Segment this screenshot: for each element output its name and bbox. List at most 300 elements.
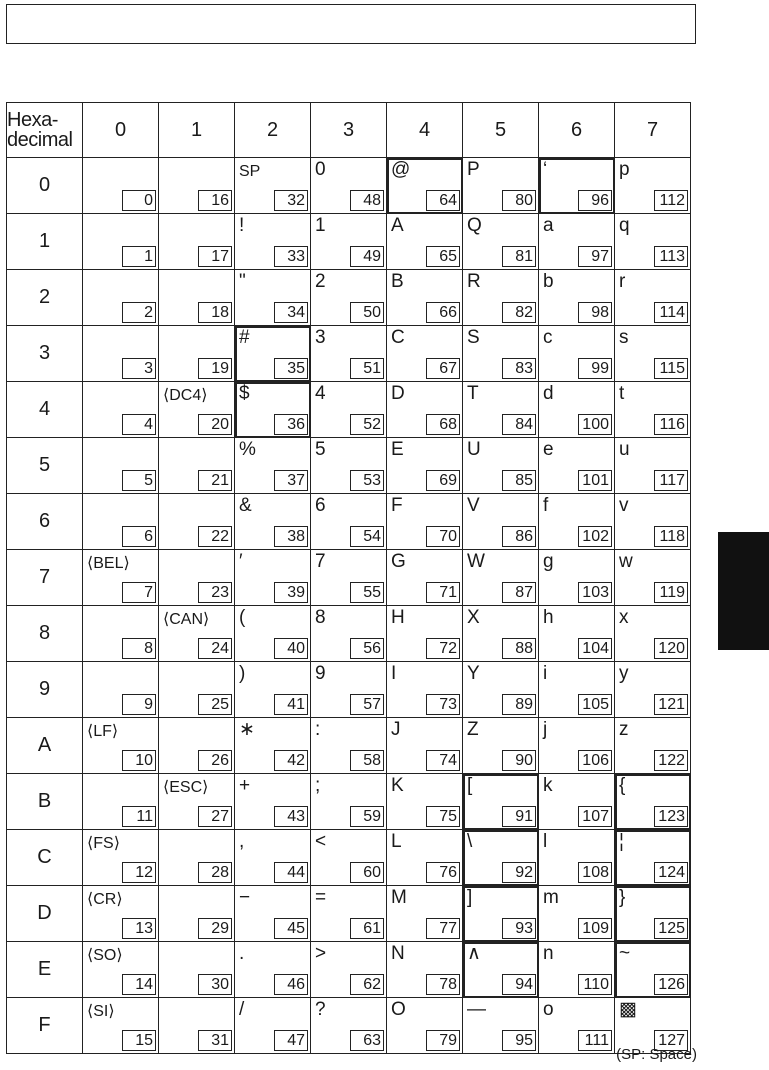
code-cell (235, 998, 311, 1054)
cell-decimal-code: 40 (274, 638, 308, 659)
code-cell (539, 550, 615, 606)
cell-decimal-code: 126 (654, 974, 688, 995)
code-cell (311, 494, 387, 550)
cell-character: E (391, 439, 404, 460)
cell-character: \ (467, 831, 473, 852)
code-cell (387, 438, 463, 494)
cell-character: 8 (315, 607, 326, 628)
code-cell (539, 886, 615, 942)
cell-decimal-code: 71 (426, 582, 460, 603)
code-cell (387, 774, 463, 830)
cell-decimal-code: 35 (274, 358, 308, 379)
cell-character: / (239, 999, 245, 1020)
code-cell (83, 270, 159, 326)
cell-decimal-code: 67 (426, 358, 460, 379)
cell-character: F (391, 495, 403, 516)
cell-decimal-code: 95 (502, 1030, 536, 1051)
code-cell (159, 550, 235, 606)
row-header: A (7, 718, 83, 774)
cell-decimal-code: 18 (198, 302, 232, 323)
cell-decimal-code: 102 (578, 526, 612, 547)
code-cell (235, 830, 311, 886)
cell-character: P (467, 159, 480, 180)
code-cell (615, 270, 691, 326)
cell-character: 1 (315, 215, 326, 236)
code-cell (615, 942, 691, 998)
cell-character: ⟨CR⟩ (87, 891, 123, 908)
cell-decimal-code: 34 (274, 302, 308, 323)
code-cell (159, 886, 235, 942)
cell-decimal-code: 62 (350, 974, 384, 995)
header-box (6, 4, 696, 44)
column-header-row (7, 103, 691, 158)
cell-character: O (391, 999, 406, 1020)
code-cell (311, 830, 387, 886)
code-cell (235, 438, 311, 494)
code-cell (539, 158, 615, 214)
cell-character: $ (239, 383, 250, 404)
cell-character: ? (315, 999, 326, 1020)
code-cell (539, 270, 615, 326)
code-cell (83, 830, 159, 886)
footnote: (SP: Space) (616, 1046, 697, 1063)
cell-decimal-code: 24 (198, 638, 232, 659)
cell-decimal-code: 3 (122, 358, 156, 379)
cell-character: — (467, 999, 486, 1020)
cell-decimal-code: 77 (426, 918, 460, 939)
row-header: F (7, 998, 83, 1054)
cell-character: ⟨SI⟩ (87, 1003, 115, 1020)
cell-decimal-code: 65 (426, 246, 460, 267)
cell-character: 4 (315, 383, 326, 404)
code-cell (235, 718, 311, 774)
cell-character: H (391, 607, 405, 628)
code-cell (311, 158, 387, 214)
table-row (7, 214, 691, 270)
code-cell (159, 830, 235, 886)
code-cell (83, 998, 159, 1054)
code-cell (311, 270, 387, 326)
cell-decimal-code: 43 (274, 806, 308, 827)
cell-character: + (239, 775, 251, 796)
code-cell (539, 326, 615, 382)
cell-character: m (543, 887, 559, 908)
code-cell (463, 550, 539, 606)
table-row (7, 326, 691, 382)
code-cell (235, 270, 311, 326)
cell-decimal-code: 28 (198, 862, 232, 883)
row-header: 1 (7, 214, 83, 270)
cell-character: D (391, 383, 405, 404)
code-cell (83, 886, 159, 942)
column-header: 4 (387, 103, 463, 158)
code-cell (159, 382, 235, 438)
code-cell (463, 830, 539, 886)
table-row (7, 886, 691, 942)
cell-character: K (391, 775, 404, 796)
cell-decimal-code: 113 (654, 246, 688, 267)
cell-decimal-code: 110 (578, 974, 612, 995)
cell-decimal-code: 66 (426, 302, 460, 323)
cell-character: U (467, 439, 481, 460)
code-cell (159, 438, 235, 494)
cell-decimal-code: 115 (654, 358, 688, 379)
cell-character: ( (239, 607, 246, 628)
code-cell (83, 942, 159, 998)
code-cell (387, 158, 463, 214)
code-cell (615, 662, 691, 718)
code-cell (539, 494, 615, 550)
code-cell (159, 662, 235, 718)
cell-character: t (619, 383, 625, 404)
cell-decimal-code: 124 (654, 862, 688, 883)
cell-character: { (619, 775, 626, 796)
cell-character: l (543, 831, 548, 852)
cell-character: 0 (315, 159, 326, 180)
cell-decimal-code: 93 (502, 918, 536, 939)
cell-character: < (315, 831, 327, 852)
cell-character: b (543, 271, 554, 292)
cell-decimal-code: 46 (274, 974, 308, 995)
cell-character: ⟨FS⟩ (87, 835, 120, 852)
code-cell (615, 494, 691, 550)
cell-decimal-code: 116 (654, 414, 688, 435)
code-cell (235, 550, 311, 606)
cell-decimal-code: 75 (426, 806, 460, 827)
column-header: 7 (615, 103, 691, 158)
code-cell (539, 382, 615, 438)
code-cell (539, 774, 615, 830)
row-header: 6 (7, 494, 83, 550)
table-row (7, 830, 691, 886)
cell-decimal-code: 56 (350, 638, 384, 659)
cell-decimal-code: 55 (350, 582, 384, 603)
code-cell (463, 438, 539, 494)
cell-decimal-code: 21 (198, 470, 232, 491)
cell-decimal-code: 64 (426, 190, 460, 211)
cell-decimal-code: 2 (122, 302, 156, 323)
code-cell (615, 158, 691, 214)
cell-decimal-code: 8 (122, 638, 156, 659)
corner-line-1: Hexa- (7, 109, 58, 131)
cell-character: v (619, 495, 629, 516)
cell-character: ⟨SO⟩ (87, 947, 123, 964)
cell-decimal-code: 118 (654, 526, 688, 547)
table-row (7, 550, 691, 606)
cell-decimal-code: 42 (274, 750, 308, 771)
cell-character: − (239, 887, 251, 908)
cell-character: > (315, 943, 327, 964)
cell-character: B (391, 271, 404, 292)
cell-character: " (239, 271, 246, 292)
row-header: 0 (7, 158, 83, 214)
code-cell (159, 326, 235, 382)
cell-character: , (239, 831, 245, 852)
cell-decimal-code: 47 (274, 1030, 308, 1051)
cell-character: s (619, 327, 629, 348)
cell-character: q (619, 215, 630, 236)
cell-decimal-code: 4 (122, 414, 156, 435)
cell-decimal-code: 0 (122, 190, 156, 211)
code-cell (235, 942, 311, 998)
cell-decimal-code: 27 (198, 806, 232, 827)
row-header: 3 (7, 326, 83, 382)
code-cell (387, 942, 463, 998)
code-cell (463, 214, 539, 270)
code-cell (311, 942, 387, 998)
cell-decimal-code: 96 (578, 190, 612, 211)
cell-decimal-code: 91 (502, 806, 536, 827)
cell-character: Z (467, 719, 479, 740)
cell-decimal-code: 117 (654, 470, 688, 491)
cell-character: SP (239, 163, 261, 180)
code-cell (539, 942, 615, 998)
cell-decimal-code: 32 (274, 190, 308, 211)
code-cell (615, 382, 691, 438)
code-cell (539, 214, 615, 270)
cell-decimal-code: 112 (654, 190, 688, 211)
code-cell (235, 326, 311, 382)
cell-character: ⟨ESC⟩ (163, 779, 209, 796)
cell-decimal-code: 39 (274, 582, 308, 603)
cell-character: ~ (619, 943, 631, 964)
cell-decimal-code: 51 (350, 358, 384, 379)
cell-decimal-code: 30 (198, 974, 232, 995)
code-cell (463, 886, 539, 942)
cell-decimal-code: 12 (122, 862, 156, 883)
cell-character: ▩ (619, 999, 637, 1020)
code-cell (235, 774, 311, 830)
cell-decimal-code: 15 (122, 1030, 156, 1051)
code-cell (387, 214, 463, 270)
code-cell (83, 382, 159, 438)
cell-character: x (619, 607, 629, 628)
code-cell (311, 214, 387, 270)
table-row (7, 942, 691, 998)
cell-decimal-code: 111 (578, 1030, 612, 1051)
code-cell (615, 326, 691, 382)
cell-character: f (543, 495, 549, 516)
row-header: C (7, 830, 83, 886)
cell-decimal-code: 58 (350, 750, 384, 771)
cell-decimal-code: 25 (198, 694, 232, 715)
cell-character: 9 (315, 663, 326, 684)
row-header: 5 (7, 438, 83, 494)
code-cell (539, 662, 615, 718)
code-cell (615, 550, 691, 606)
cell-character: S (467, 327, 480, 348)
cell-decimal-code: 29 (198, 918, 232, 939)
cell-decimal-code: 37 (274, 470, 308, 491)
cell-character: ‘ (543, 159, 548, 180)
column-header: 0 (83, 103, 159, 158)
code-cell (387, 606, 463, 662)
cell-decimal-code: 125 (654, 918, 688, 939)
cell-decimal-code: 31 (198, 1030, 232, 1051)
cell-character: 3 (315, 327, 326, 348)
cell-decimal-code: 88 (502, 638, 536, 659)
cell-character: 5 (315, 439, 326, 460)
cell-decimal-code: 41 (274, 694, 308, 715)
cell-character: X (467, 607, 480, 628)
column-header: 1 (159, 103, 235, 158)
cell-decimal-code: 33 (274, 246, 308, 267)
cell-decimal-code: 38 (274, 526, 308, 547)
code-cell (311, 438, 387, 494)
cell-decimal-code: 54 (350, 526, 384, 547)
cell-character: ; (315, 775, 321, 796)
table-row (7, 718, 691, 774)
code-cell (615, 606, 691, 662)
cell-character: p (619, 159, 630, 180)
code-cell (463, 718, 539, 774)
cell-decimal-code: 109 (578, 918, 612, 939)
cell-decimal-code: 57 (350, 694, 384, 715)
code-cell (83, 606, 159, 662)
table-row (7, 382, 691, 438)
cell-decimal-code: 10 (122, 750, 156, 771)
cell-decimal-code: 121 (654, 694, 688, 715)
cell-character: } (619, 887, 626, 908)
cell-character: # (239, 327, 250, 348)
cell-character: 6 (315, 495, 326, 516)
side-tab-marker (718, 532, 769, 650)
code-cell (463, 270, 539, 326)
cell-character: j (543, 719, 548, 740)
cell-decimal-code: 1 (122, 246, 156, 267)
code-cell (387, 830, 463, 886)
cell-character: ∧ (467, 943, 481, 964)
cell-character: C (391, 327, 405, 348)
cell-character: [ (467, 775, 473, 796)
code-cell (615, 438, 691, 494)
table-row (7, 662, 691, 718)
cell-decimal-code: 53 (350, 470, 384, 491)
cell-character: e (543, 439, 554, 460)
cell-decimal-code: 98 (578, 302, 612, 323)
code-cell (615, 774, 691, 830)
cell-character: T (467, 383, 479, 404)
cell-decimal-code: 108 (578, 862, 612, 883)
code-cell (387, 494, 463, 550)
row-header: 7 (7, 550, 83, 606)
cell-decimal-code: 107 (578, 806, 612, 827)
cell-character: u (619, 439, 630, 460)
cell-character: M (391, 887, 407, 908)
code-cell (159, 270, 235, 326)
table-row (7, 158, 691, 214)
table-row (7, 438, 691, 494)
code-cell (83, 326, 159, 382)
code-cell (387, 382, 463, 438)
code-cell (387, 998, 463, 1054)
code-cell (311, 774, 387, 830)
code-cell (83, 158, 159, 214)
cell-decimal-code: 72 (426, 638, 460, 659)
cell-decimal-code: 97 (578, 246, 612, 267)
table-row (7, 494, 691, 550)
cell-character: c (543, 327, 553, 348)
hexadecimal-corner-label (7, 103, 83, 158)
code-cell (83, 494, 159, 550)
cell-decimal-code: 49 (350, 246, 384, 267)
cell-character: R (467, 271, 481, 292)
cell-character: ⟨LF⟩ (87, 723, 119, 740)
cell-character: k (543, 775, 553, 796)
cell-decimal-code: 86 (502, 526, 536, 547)
cell-decimal-code: 68 (426, 414, 460, 435)
cell-decimal-code: 79 (426, 1030, 460, 1051)
cell-decimal-code: 5 (122, 470, 156, 491)
code-cell (615, 830, 691, 886)
code-cell (235, 886, 311, 942)
row-header: 2 (7, 270, 83, 326)
code-cell (463, 494, 539, 550)
cell-character: 2 (315, 271, 326, 292)
cell-character: w (619, 551, 633, 572)
cell-decimal-code: 23 (198, 582, 232, 603)
code-cell (539, 606, 615, 662)
code-cell (463, 158, 539, 214)
cell-character: Q (467, 215, 482, 236)
cell-character: Y (467, 663, 480, 684)
code-cell (311, 886, 387, 942)
cell-decimal-code: 83 (502, 358, 536, 379)
cell-decimal-code: 114 (654, 302, 688, 323)
cell-character: z (619, 719, 629, 740)
cell-decimal-code: 73 (426, 694, 460, 715)
cell-decimal-code: 101 (578, 470, 612, 491)
code-cell (463, 774, 539, 830)
code-cell (235, 494, 311, 550)
cell-decimal-code: 89 (502, 694, 536, 715)
cell-character: h (543, 607, 554, 628)
code-cell (463, 382, 539, 438)
cell-character: ] (467, 887, 473, 908)
code-cell (387, 718, 463, 774)
code-cell (311, 550, 387, 606)
cell-character: N (391, 943, 405, 964)
cell-decimal-code: 76 (426, 862, 460, 883)
code-cell (159, 606, 235, 662)
cell-character: ∗ (239, 719, 255, 740)
code-cell (159, 998, 235, 1054)
code-cell (387, 550, 463, 606)
cell-decimal-code: 84 (502, 414, 536, 435)
cell-character: & (239, 495, 252, 516)
code-cell (387, 326, 463, 382)
cell-character: ′ (239, 551, 243, 572)
cell-decimal-code: 14 (122, 974, 156, 995)
cell-character: r (619, 271, 626, 292)
code-cell (311, 662, 387, 718)
code-cell (463, 662, 539, 718)
cell-decimal-code: 103 (578, 582, 612, 603)
code-cell (159, 494, 235, 550)
code-cell (463, 326, 539, 382)
cell-decimal-code: 61 (350, 918, 384, 939)
cell-decimal-code: 119 (654, 582, 688, 603)
code-cell (235, 214, 311, 270)
cell-character: d (543, 383, 554, 404)
code-cell (159, 942, 235, 998)
cell-character: n (543, 943, 554, 964)
cell-decimal-code: 69 (426, 470, 460, 491)
cell-decimal-code: 99 (578, 358, 612, 379)
column-header: 5 (463, 103, 539, 158)
code-cell (311, 718, 387, 774)
cell-character: o (543, 999, 554, 1020)
